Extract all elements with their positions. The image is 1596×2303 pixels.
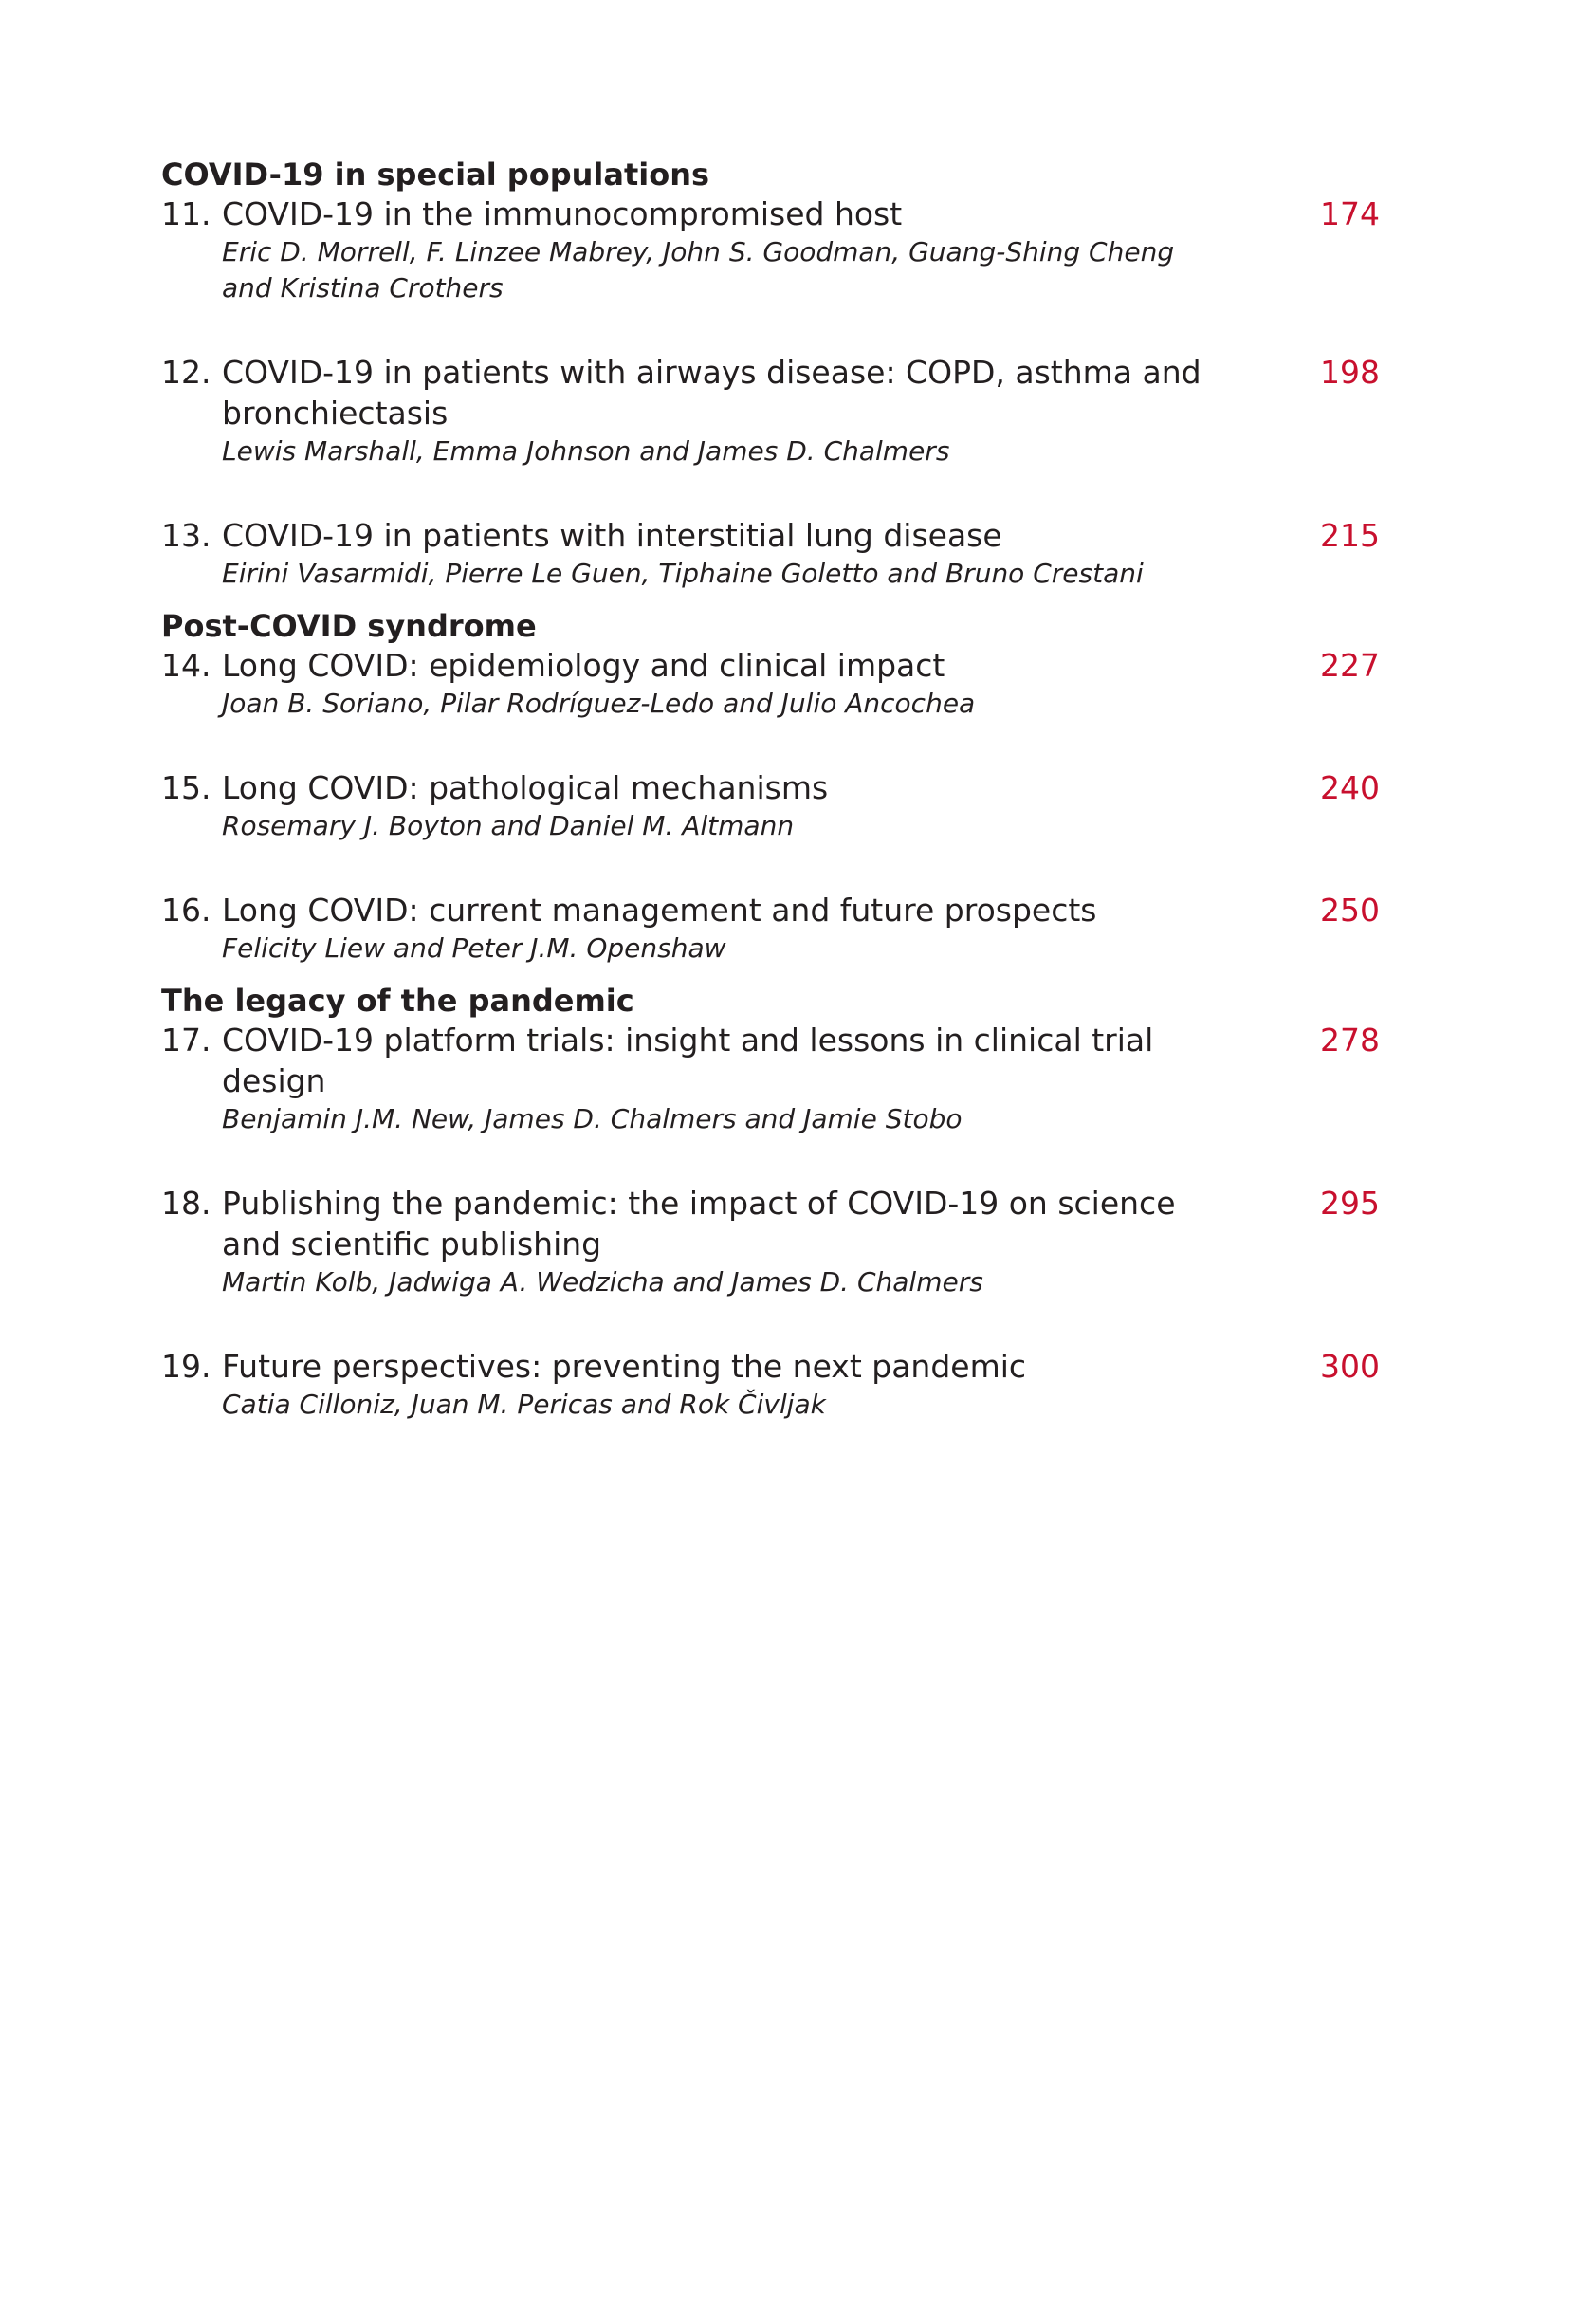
chapter-title[interactable]: COVID-19 in the immunocompromised host (222, 195, 903, 232)
chapter-authors: Felicity Liew and Peter J.M. Openshaw (222, 932, 726, 964)
toc-entry[interactable] (161, 1183, 1380, 1300)
chapter-authors: Benjamin J.M. New, James D. Chalmers and Jamie Stobo (222, 1103, 963, 1134)
chapter-number: 17. (161, 1022, 211, 1059)
entry-main (161, 1346, 1380, 1387)
toc-section (161, 607, 1380, 967)
toc-entry[interactable] (161, 645, 1380, 722)
toc-entry[interactable] (161, 1346, 1380, 1423)
page-number[interactable]: 174 (1320, 195, 1380, 232)
chapter-authors: Lewis Marshall, Emma Johnson and James D. Chalmers (222, 435, 950, 467)
toc-entry[interactable] (161, 515, 1380, 592)
chapter-title[interactable]: COVID-19 in patients with interstitial lung disease (222, 517, 1002, 554)
chapter-authors: Catia Cilloniz, Juan M. Pericas and Rok Čivljak (222, 1389, 826, 1420)
chapter-authors: Eric D. Morrell, F. Linzee Mabrey, John S. Goodman, Guang-Shing Cheng and Kristina Crothers (222, 236, 1175, 304)
chapter-number: 12. (161, 354, 211, 391)
toc-entry[interactable] (161, 1020, 1380, 1137)
toc-entry[interactable] (161, 193, 1380, 306)
chapter-authors: Eirini Vasarmidi, Pierre Le Guen, Tiphaine Goletto and Bruno Crestani (222, 558, 1144, 589)
page-number[interactable]: 215 (1320, 517, 1380, 554)
entry-main (161, 352, 1380, 433)
entry-main (161, 193, 1380, 234)
section-heading: Post-COVID syndrome (161, 608, 537, 644)
chapter-title[interactable]: Long COVID: current management and future prospects (222, 892, 1097, 929)
chapter-title[interactable]: Long COVID: pathological mechanisms (222, 769, 829, 806)
page-number[interactable]: 295 (1320, 1185, 1380, 1222)
chapter-authors: Joan B. Soriano, Pilar Rodríguez-Ledo and Julio Ancochea (222, 688, 976, 719)
page-number[interactable]: 227 (1320, 647, 1380, 684)
toc-section (161, 982, 1380, 1423)
chapter-title[interactable]: COVID-19 in patients with airways disease: COPD, asthma and bronchiectasis (222, 354, 1202, 432)
entry-main (161, 767, 1380, 808)
chapter-title[interactable]: Publishing the pandemic: the impact of COVID-19 on science and scientific publishing (222, 1185, 1176, 1262)
toc-section (161, 156, 1380, 592)
toc-entry[interactable] (161, 767, 1380, 844)
chapter-number: 13. (161, 517, 211, 554)
chapter-authors: Martin Kolb, Jadwiga A. Wedzicha and James D. Chalmers (222, 1266, 983, 1298)
entry-main (161, 1020, 1380, 1101)
chapter-number: 18. (161, 1185, 211, 1222)
chapter-number: 11. (161, 195, 211, 232)
chapter-number: 14. (161, 647, 211, 684)
chapter-number: 19. (161, 1348, 211, 1385)
entry-main (161, 1183, 1380, 1264)
chapter-title[interactable]: Long COVID: epidemiology and clinical impact (222, 647, 945, 684)
entry-main (161, 515, 1380, 556)
chapter-title[interactable]: Future perspectives: preventing the next pandemic (222, 1348, 1027, 1385)
page-number[interactable]: 300 (1320, 1348, 1380, 1385)
toc-entry[interactable] (161, 890, 1380, 967)
section-heading: COVID-19 in special populations (161, 157, 710, 193)
section-heading: The legacy of the pandemic (161, 983, 634, 1019)
chapter-number: 16. (161, 892, 211, 929)
chapter-authors: Rosemary J. Boyton and Daniel M. Altmann (222, 810, 795, 841)
page-number[interactable]: 198 (1320, 354, 1380, 391)
page-number[interactable]: 250 (1320, 892, 1380, 929)
entry-main (161, 645, 1380, 686)
toc-entry[interactable] (161, 352, 1380, 470)
page-number[interactable]: 240 (1320, 769, 1380, 806)
chapter-number: 15. (161, 769, 211, 806)
entry-main (161, 890, 1380, 930)
table-of-contents (161, 156, 1380, 1438)
chapter-title[interactable]: COVID-19 platform trials: insight and lessons in clinical trial design (222, 1022, 1154, 1099)
page-number[interactable]: 278 (1320, 1022, 1380, 1059)
